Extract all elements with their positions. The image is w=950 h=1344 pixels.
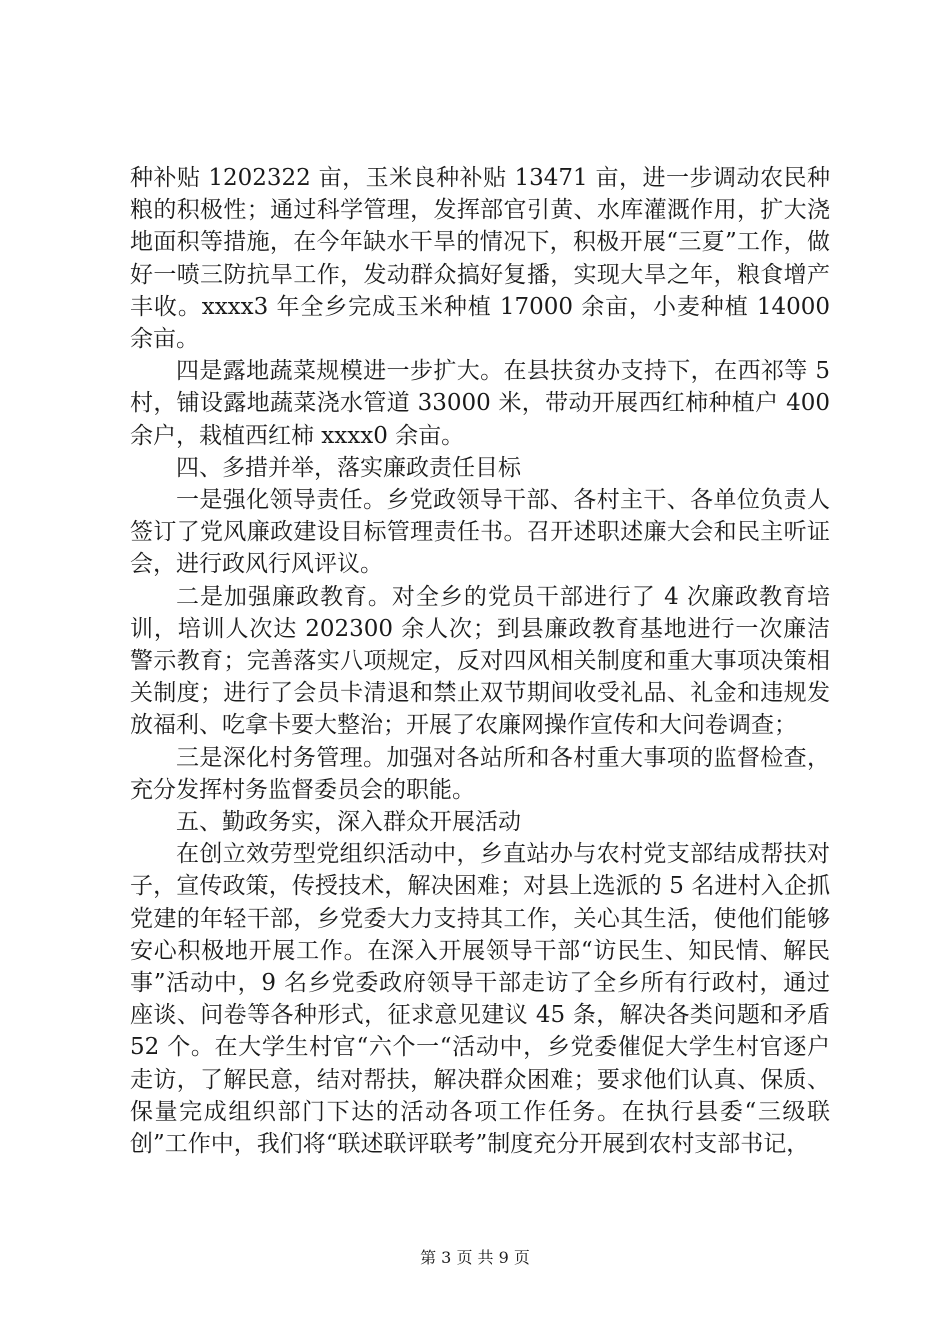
paragraph-village-affairs: 三是深化村务管理。加强对各站所和各村重大事项的监督检查，充分发挥村务监督委员会的职能。 bbox=[130, 744, 830, 803]
section-heading-five: 五、勤政务实，深入群众开展活动 bbox=[176, 809, 521, 836]
paragraph-vegetables: 四是露地蔬菜规模进一步扩大。在县扶贫办支持下，在西祁等 5 村，铺设露地蔬菜浇水管道 33000 米，带动开展西红柿种植户 400 余户，栽植西红柿 xxxx0 余亩。 bbox=[130, 358, 830, 449]
paragraph-integrity-education: 二是加强廉政教育。对全乡的党员干部进行了 4 次廉政教育培训，培训人次达 202300 余人次；到县廉政教育基地进行一次廉洁警示教育；完善落实八项规定，反对四风相关制度和重大事项决策相关制度；进行了会员卡清退和禁止双节期间收受礼品、礼金和违规发放福利、吃拿卡要大整治；开展了农廉网操作宣传和大问卷调查； bbox=[130, 583, 830, 739]
paragraph-continuation: 种补贴 1202322 亩，玉米良种补贴 13471 亩，进一步调动农民种粮的积极性；通过科学管理，发挥部官引黄、水库灌溉作用，扩大浇地面积等措施，在今年缺水干旱的情况下，积极开展“三夏”工作，做好一喷三防抗旱工作，发动群众搞好复播，实现大旱之年，粮食增产丰收。xxxx3 年全乡完成玉米种植 17000 余亩，小麦种植 14000 余亩。 bbox=[130, 165, 830, 353]
section-heading-four: 四、多措并举，落实廉政责任目标 bbox=[176, 454, 521, 481]
paragraph-service-activities: 在创立效劳型党组织活动中，乡直站办与农村党支部结成帮扶对子，宣传政策，传授技术，解决困难；对县上选派的 5 名进村入企抓党建的年轻干部，乡党委大力支持其工作，关心其生活，使他们能够安心积极地开展工作。在深入开展领导干部“访民生、知民情、解民事”活动中，9 名乡党委政府领导干部走访了全乡所有行政村，通过座谈、问卷等各种形式，征求意见建议 45 条，解决各类问题和矛盾 52 个。在大学生村官“六个一“活动中，乡党委催促大学生村官逐户走访，了解民意，结对帮扶，解决群众困难；要求他们认真、保质、保量完成组织部门下达的活动各项工作任务。在执行县委“三级联创”工作中，我们将“联述联评联考”制度充分开展到农村支部书记， bbox=[130, 841, 830, 1158]
paragraph-leadership-responsibility: 一是强化领导责任。乡党政领导干部、各村主干、各单位负责人签订了党风廉政建设目标管理责任书。召开述职述廉大会和民主听证会，进行政风行风评议。 bbox=[130, 487, 830, 578]
page-number-footer: 第 3 页 共 9 页 bbox=[420, 1248, 530, 1267]
document-body bbox=[130, 162, 830, 1160]
